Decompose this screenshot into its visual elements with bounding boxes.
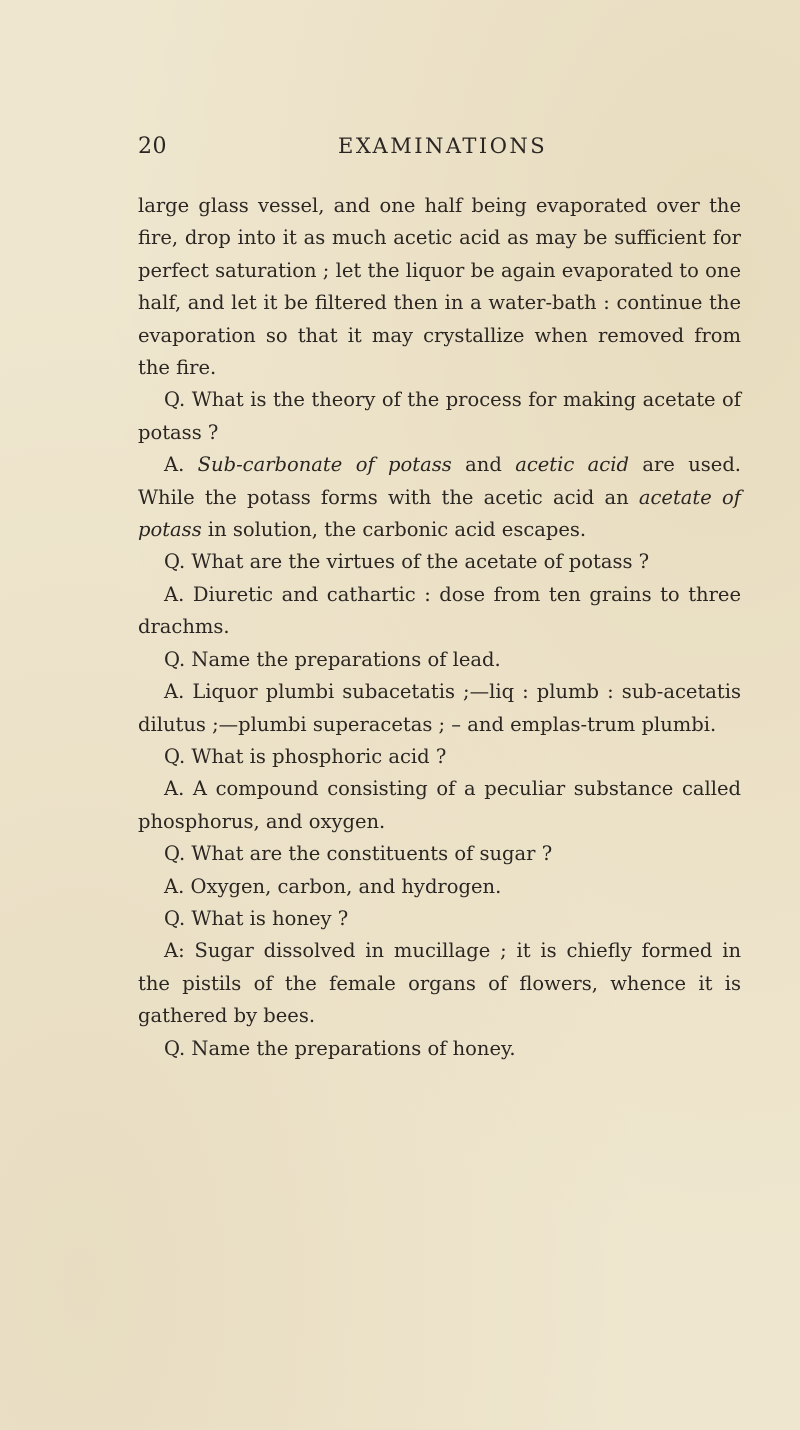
- page-body: [138, 190, 741, 1065]
- question-label: Q.: [164, 744, 186, 768]
- running-head: EXAMINATIONS: [338, 134, 548, 158]
- question-label: Q.: [164, 647, 186, 671]
- question-paragraph: Q. Name the preparations of honey.: [164, 1036, 516, 1060]
- question-label: Q.: [164, 842, 186, 866]
- question-paragraph: Q. What is phosphoric acid ?: [164, 744, 447, 768]
- question-paragraph: Q. What are the constituents of sugar ?: [164, 842, 553, 866]
- answer-paragraph: A: Sugar dissolved in mucillage ; it is chiefly formed in the pistils of the female organs of flowers, whence it is gathered by bees.: [138, 939, 741, 1028]
- answer-paragraph: A. Diuretic and cathartic : dose from ten grains to three drachms.: [138, 582, 741, 639]
- page-header: [138, 134, 658, 164]
- answer-label: A.: [164, 777, 185, 801]
- answer-label: A.: [164, 582, 185, 606]
- answer-label: A.: [164, 680, 185, 704]
- answer-label: A.: [164, 453, 185, 477]
- question-label: Q.: [164, 550, 186, 574]
- answer-label: A.: [164, 874, 185, 898]
- question-label: Q.: [164, 906, 186, 930]
- answer-paragraph: A. Liquor plumbi subacetatis ;—liq : plumb : sub-acetatis dilutus ;—plumbi superacetas ; – and emplas-trum plumbi.: [138, 680, 741, 736]
- question-paragraph: Q. What is honey ?: [164, 906, 349, 930]
- question-paragraph: Q. What are the virtues of the acetate of potass ?: [164, 550, 650, 574]
- answer-paragraph: A. Oxygen, carbon, and hydrogen.: [164, 874, 502, 898]
- question-paragraph: Q. Name the preparations of lead.: [164, 647, 501, 671]
- page-number: 20: [138, 134, 167, 159]
- italic-term: acetic acid: [515, 453, 629, 477]
- italic-term: acetate of potass: [138, 485, 741, 542]
- answer-paragraph: A. Sub-carbonate of potass and acetic acid are used. While the potass forms with the acetic acid an acetate of potass in solution, the carbonic acid escapes.: [138, 453, 742, 542]
- question-label: Q.: [164, 388, 186, 412]
- question-label: Q.: [164, 1036, 186, 1060]
- paragraph-continuation: large glass vessel, and one half being evaporated over the fire, drop into it as much acetic acid as may be sufficient for perfect saturation ; let the liquor be again evaporated to one half, and let it be filtered then in a water-bath : continue the evaporation so that it may crystallize when removed from the fire.: [138, 194, 741, 380]
- answer-label: A:: [164, 939, 185, 963]
- answer-paragraph: A. A compound consisting of a peculiar substance called phosphorus, and oxygen.: [138, 777, 741, 833]
- italic-term: Sub-carbonate of potass: [197, 453, 452, 477]
- question-paragraph: Q. What is the theory of the process for making acetate of potass ?: [138, 388, 741, 444]
